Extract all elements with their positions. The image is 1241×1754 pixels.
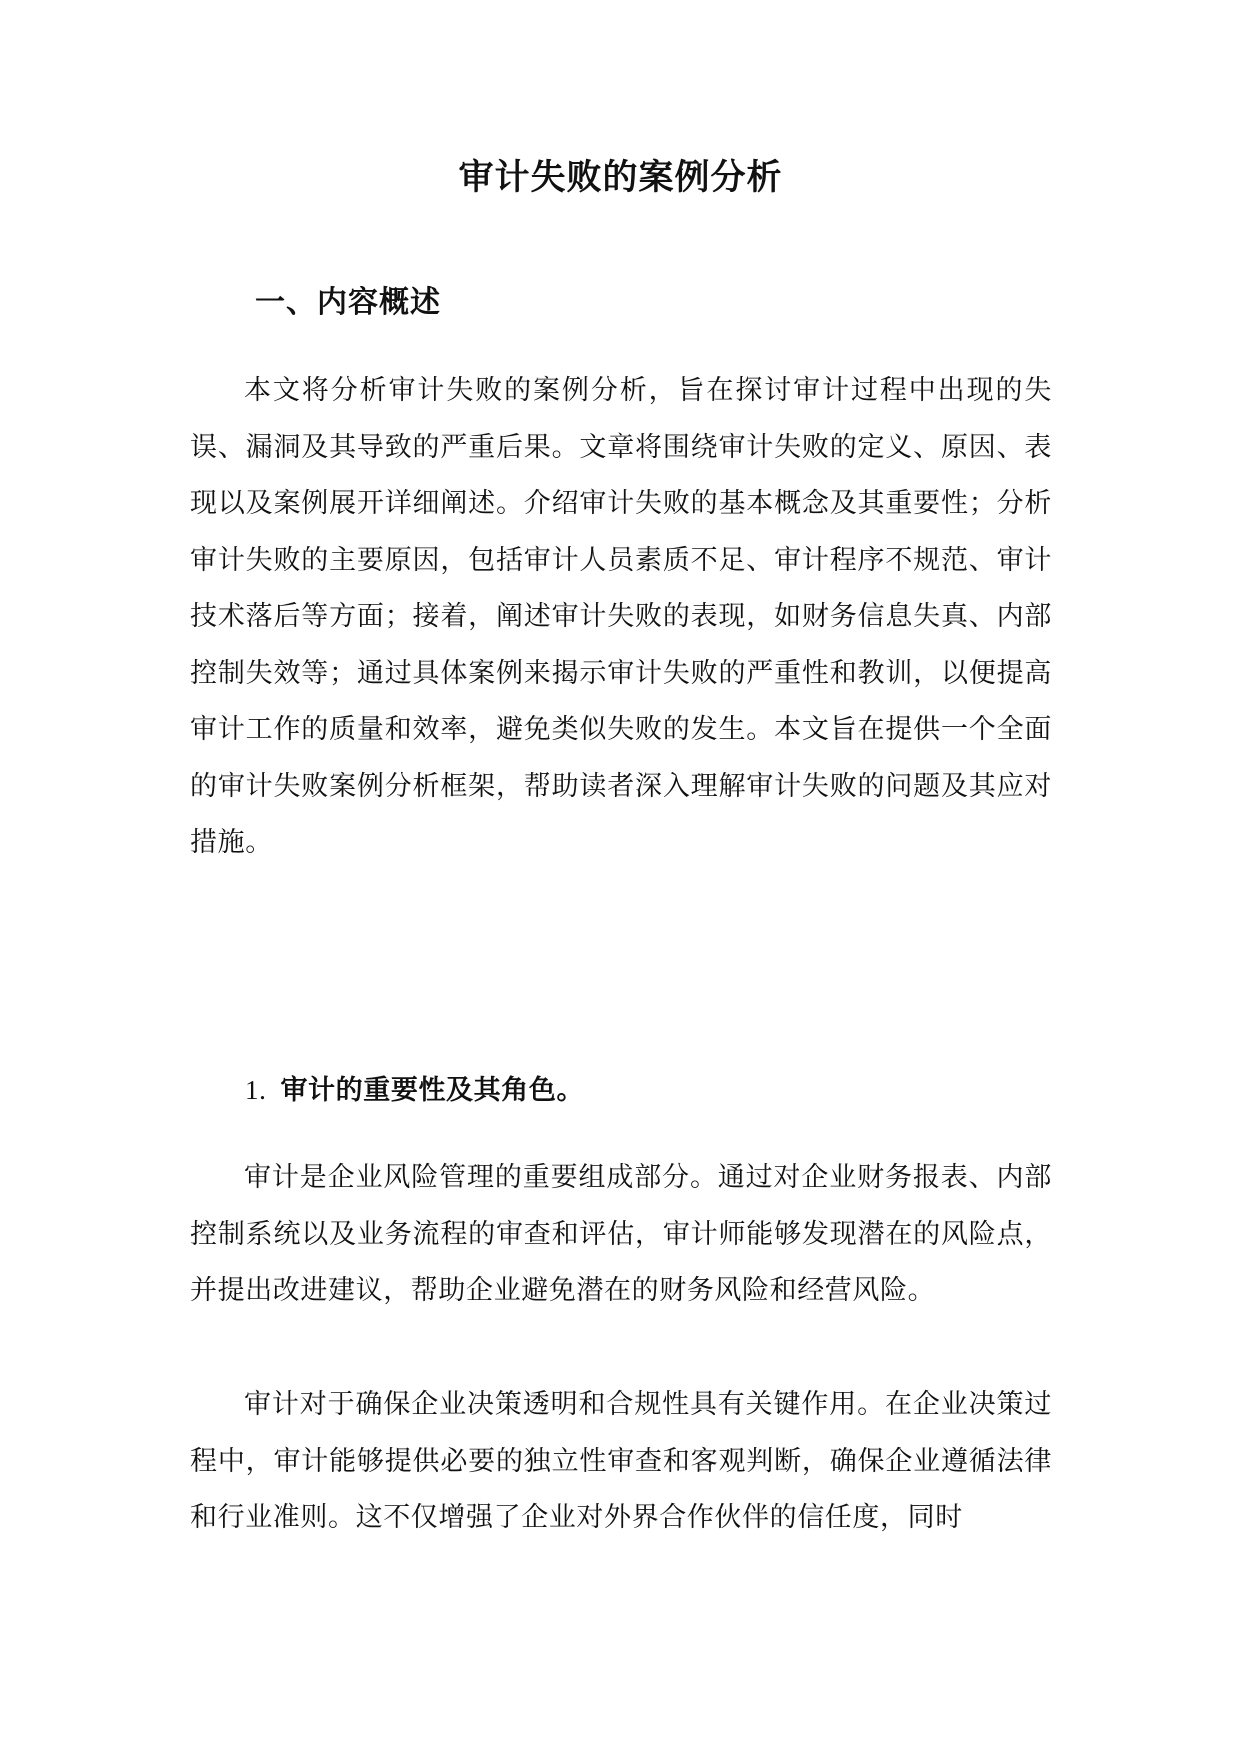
subsection-heading-importance [245, 1065, 584, 1116]
body-paragraph: 审计是企业风险管理的重要组成部分。通过对企业财务报表、内部控制系统以及业务流程的审查和评估，审计师能够发现潜在的风险点，并提出改进建议，帮助企业避免潜在的财务风险和经营风险。 [190, 1162, 1052, 1306]
section-heading-overview: 一、内容概述 [255, 285, 441, 320]
subsection-title: 审计的重要性及其角色。 [280, 1075, 585, 1106]
body-paragraph: 审计对于确保企业决策透明和合规性具有关键作用。在企业决策过程中，审计能够提供必要的独立性审查和客观判断，确保企业遵循法律和行业准则。这不仅增强了企业对外界合作伙伴的信任度，同时 [190, 1389, 1052, 1533]
document-title: 审计失败的案例分析 [458, 157, 783, 198]
overview-paragraph: 本文将分析审计失败的案例分析，旨在探讨审计过程中出现的失误、漏洞及其导致的严重后果。文章将围绕审计失败的定义、原因、表现以及案例展开详细阐述。介绍审计失败的基本概念及其重要性；分析审计失败的主要原因，包括审计人员素质不足、审计程序不规范、审计技术落后等方面；接着，阐述审计失败的表现，如财务信息失真、内部控制失效等；通过具体案例来揭示审计失败的严重性和教训，以便提高审计工作的质量和效率，避免类似失败的发生。本文旨在提供一个全面的审计失败案例分析框架，帮助读者深入理解审计失败的问题及其应对措施。 [190, 375, 1052, 858]
subsection-number: 1. [245, 1075, 267, 1105]
